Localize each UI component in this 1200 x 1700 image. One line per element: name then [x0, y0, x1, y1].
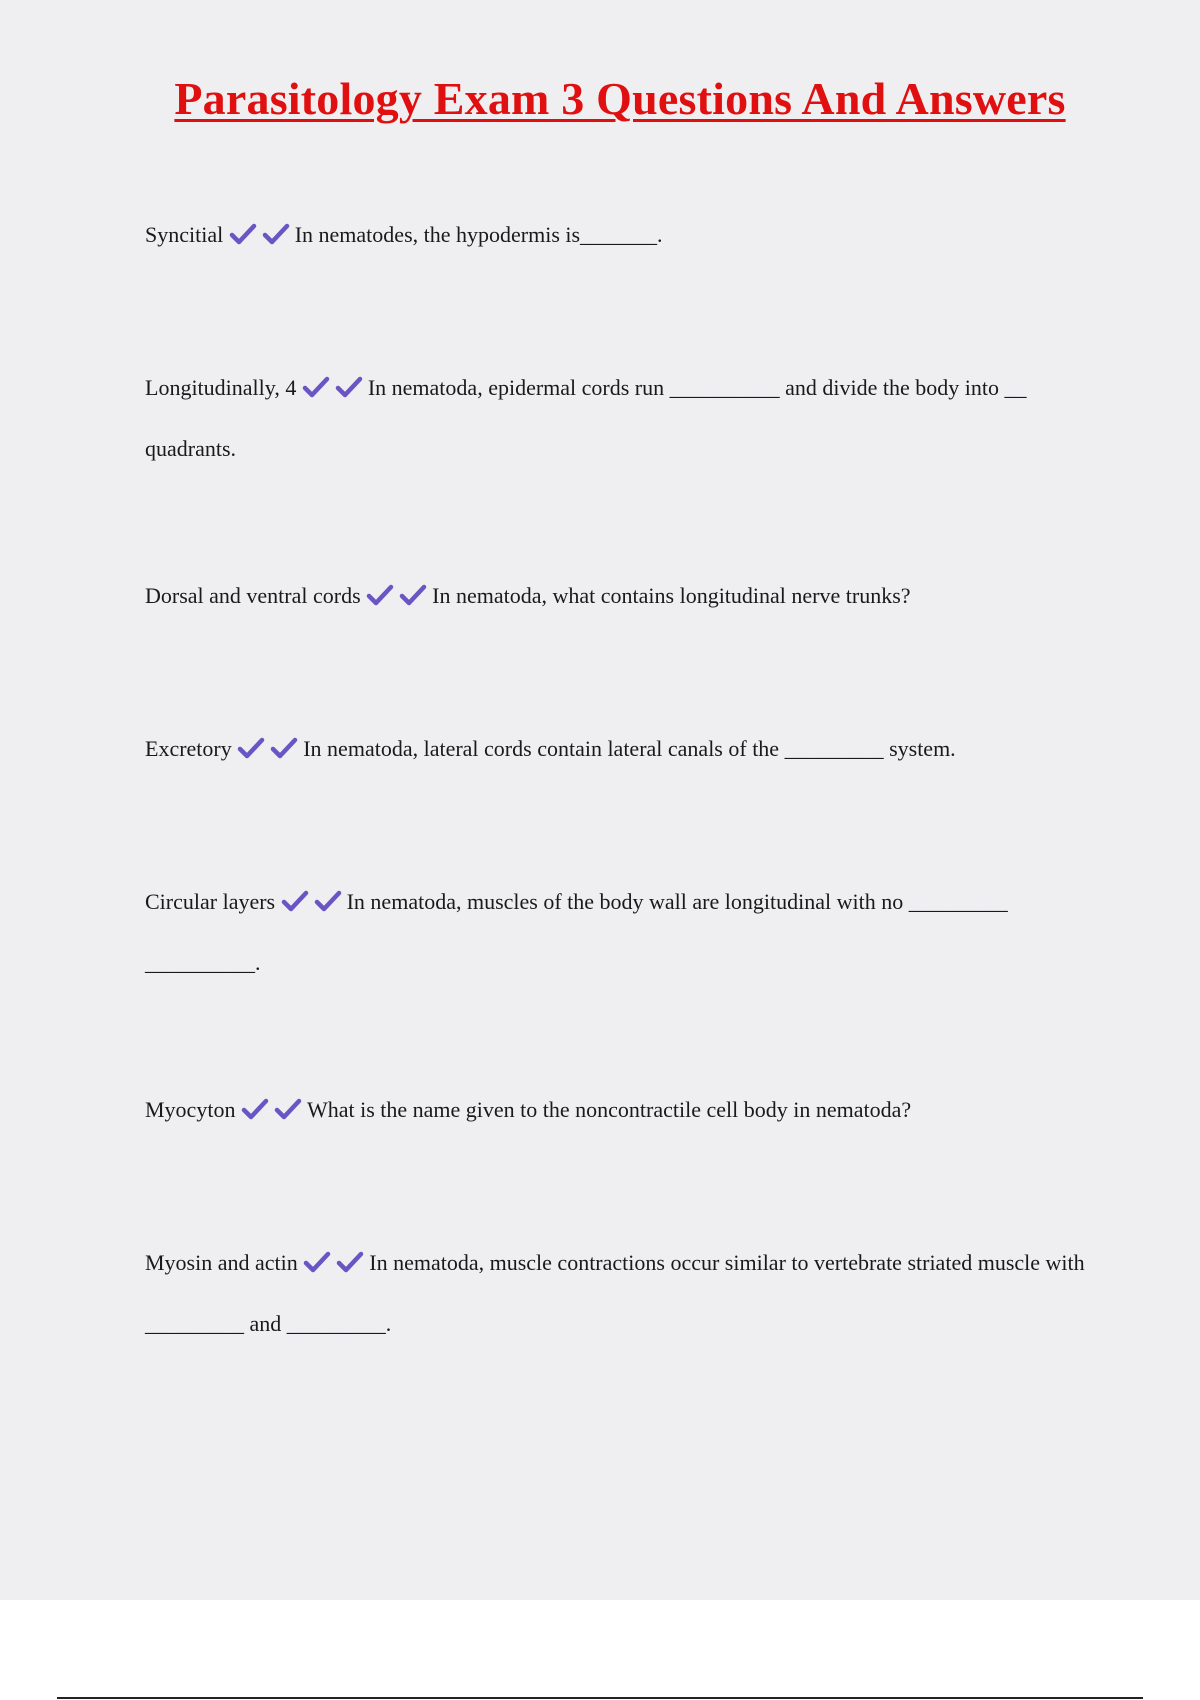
checkmark-icon: [237, 737, 265, 759]
answer-text: Myosin and actin: [145, 1250, 298, 1275]
checkmark-icon: [399, 584, 427, 606]
checkmark-icon: [229, 223, 257, 245]
qa-item: [145, 718, 1095, 779]
qa-item: [145, 1232, 1095, 1354]
answer-text: Syncitial: [145, 222, 224, 247]
checkmark-icon: [281, 890, 309, 912]
checkmark-icon: [262, 223, 290, 245]
qa-item: [145, 1079, 1095, 1140]
question-text: In nematoda, lateral cords contain lateral canals of the _________ system.: [303, 736, 956, 761]
qa-item: [145, 871, 1095, 993]
answer-text: Circular layers: [145, 889, 276, 914]
checkmark-icon: [336, 1251, 364, 1273]
qa-item: [145, 357, 1095, 479]
document-title: Parasitology Exam 3 Questions And Answers: [174, 73, 1066, 124]
answer-text: Longitudinally, 4: [145, 375, 297, 400]
question-text: In nematoda, muscles of the body wall are longitudinal with no _________ __________.: [145, 889, 1008, 975]
question-text: In nematodes, the hypodermis is_______.: [294, 222, 663, 247]
answer-text: Excretory: [145, 736, 232, 761]
checkmark-icon: [366, 584, 394, 606]
checkmark-icon: [241, 1098, 269, 1120]
qa-item: [145, 204, 1095, 265]
checkmark-icon: [314, 890, 342, 912]
checkmark-icon: [270, 737, 298, 759]
question-text: What is the name given to the noncontractile cell body in nematoda?: [306, 1097, 912, 1122]
answer-text: Myocyton: [145, 1097, 236, 1122]
checkmark-icon: [303, 1251, 331, 1273]
footer-divider: [57, 1697, 1143, 1699]
checkmark-icon: [335, 376, 363, 398]
question-text: In nematoda, what contains longitudinal nerve trunks?: [432, 583, 911, 608]
question-text: In nematoda, epidermal cords run __________ and divide the body into __ quadrants.: [145, 375, 1027, 461]
answer-text: Dorsal and ventral cords: [145, 583, 361, 608]
question-text: In nematoda, muscle contractions occur similar to vertebrate striated muscle with _________ and _________.: [145, 1250, 1085, 1336]
checkmark-icon: [274, 1098, 302, 1120]
qa-item: [145, 565, 1095, 626]
checkmark-icon: [302, 376, 330, 398]
